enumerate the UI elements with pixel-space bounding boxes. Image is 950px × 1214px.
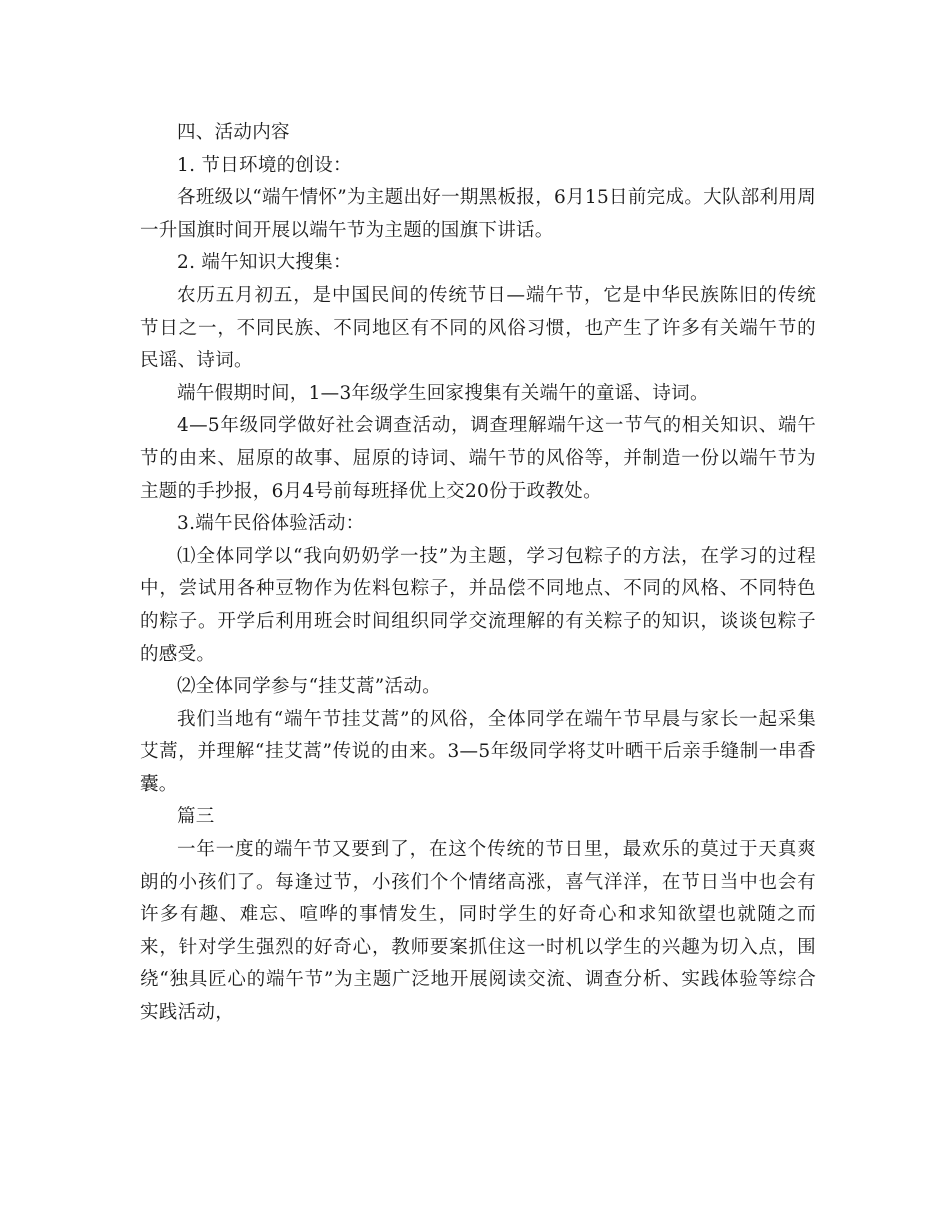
paragraph-zongzi: ⑴全体同学以“我向奶奶学一技”为主题，学习包粽子的方法，在学习的过程中，尝试用各种豆物作为佐料包粽子，并品偿不同地点、不同的风格、不同特色的粽子。开学后利用班会时间组织同学交流理解的有关粽子的知识，谈谈包粽子的感受。 bbox=[140, 545, 816, 665]
paragraph-grades-4-5: 4—5年级同学做好社会调查活动，调查理解端午这一节气的相关知识、端午节的由来、屈原的故事、屈原的诗词、端午节的风俗等，并制造一份以端午节为主题的手抄报，6月4号前每班择优上交20份于政教处。 bbox=[140, 415, 816, 502]
subheading-folk-experience: 3.端午民俗体验活动： bbox=[177, 513, 365, 535]
heading-part-three: 篇三 bbox=[177, 806, 215, 828]
paragraph-mugwort-custom: 我们当地有“端午节挂艾蒿”的风俗，全体同学在端午节早晨与家长一起采集艾蒿，并理解“挂艾蒿”传说的由来。3—5年级同学将艾叶晒干后亲手缝制一串香囊。 bbox=[140, 708, 816, 795]
paragraph-mugwort-activity: ⑵全体同学参与“挂艾蒿”活动。 bbox=[177, 676, 441, 698]
paragraph-blackboard: 各班级以“端午情怀”为主题出好一期黑板报，6月15日前完成。大队部利用周一升国旗时间开展以端午节为主题的国旗下讲话。 bbox=[140, 187, 816, 241]
paragraph-grades-1-3: 端午假期时间，1—3年级学生回家搜集有关端午的童谣、诗词。 bbox=[177, 382, 709, 404]
document-body bbox=[140, 117, 816, 1030]
subheading-knowledge: 2. 端午知识大搜集： bbox=[177, 252, 352, 274]
section-heading-activity-content: 四、活动内容 bbox=[177, 122, 290, 143]
paragraph-festival-intro: 农历五月初五，是中国民间的传统节日—端午节，它是中华民族陈旧的传统节日之一，不同民族、不同地区有不同的风俗习惯，也产生了许多有关端午节的民谣、诗词。 bbox=[140, 284, 816, 372]
paragraph-part-three-intro: 一年一度的端午节又要到了，在这个传统的节日里，最欢乐的莫过于天真爽朗的小孩们了。每逢过节，小孩们个个情绪高涨，喜气洋洋，在节日当中也会有许多有趣、难忘、喧哗的事情发生，同时学生的好奇心和求知欲望也就随之而来，针对学生强烈的好奇心，教师要案抓住这一时机以学生的兴趣为切入点，围绕“独具匠心的端午节”为主题广泛地开展阅读交流、调查分析、实践体验等综合实践活动， bbox=[140, 839, 816, 1024]
subheading-environment: 1. 节日环境的创设： bbox=[177, 154, 352, 176]
